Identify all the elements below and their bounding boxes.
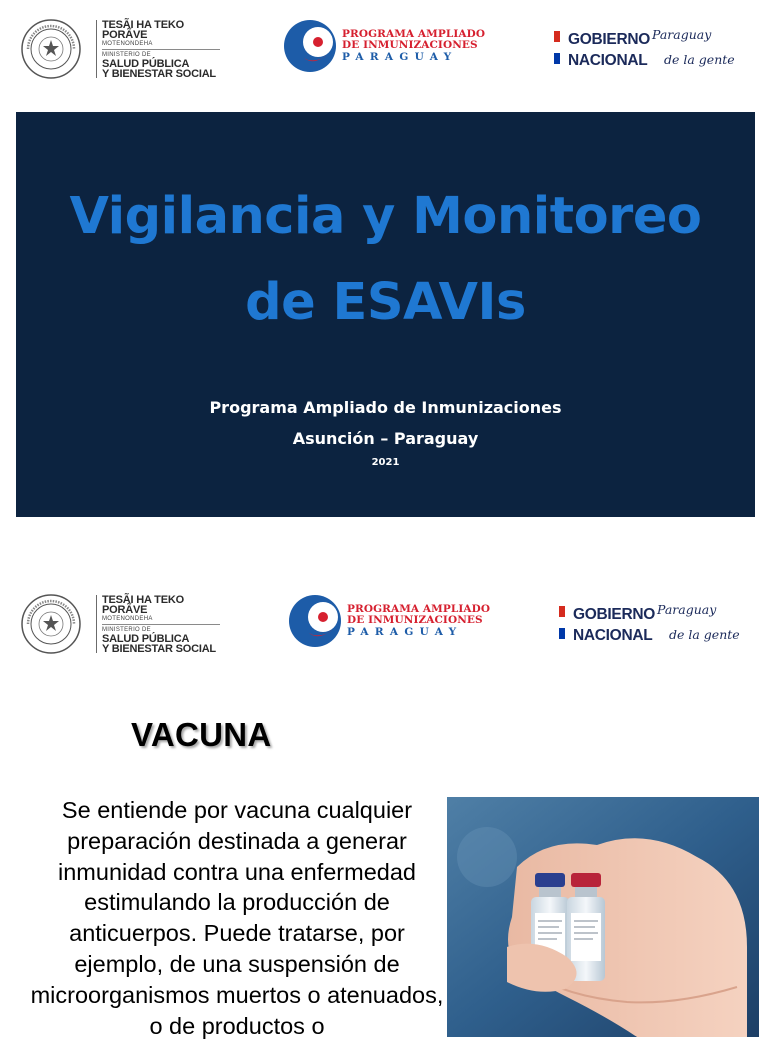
gobierno-text — [568, 29, 650, 71]
main-title — [16, 174, 755, 346]
gobierno-text — [573, 604, 655, 646]
vacuna-heading: VACUNA — [131, 716, 272, 753]
ministry-line6: Y BIENESTAR SOCIAL — [102, 643, 216, 655]
flag-icon — [554, 31, 560, 65]
year-label: 2021 — [371, 457, 400, 468]
ministry-line1: TESÃI HA TEKO — [102, 594, 184, 606]
pai-line1: PROGRAMA AMPLIADO — [347, 603, 491, 615]
main-title-line2: de ESAVIs — [245, 273, 526, 332]
pai-line2: DE INMUNIZACIONES — [347, 614, 483, 626]
ministry-line5: SALUD PÚBLICA — [102, 633, 190, 645]
pai-text — [347, 604, 490, 639]
gobierno-slogan — [652, 22, 735, 72]
ministry-line2: PORÃVE — [102, 29, 148, 41]
pai-mother-child-icon — [287, 593, 343, 649]
gobierno-logo — [552, 22, 742, 78]
ministry-logo — [20, 593, 220, 659]
pai-logo — [282, 18, 492, 78]
pai-text — [342, 29, 485, 64]
ministry-logo — [20, 18, 220, 84]
slogan-line1: Paraguay — [657, 602, 717, 617]
vaccine-vials-photo — [447, 797, 759, 1037]
logo-bar — [0, 575, 768, 665]
ministry-line2: PORÃVE — [102, 604, 148, 616]
pai-line3: PARAGUAY — [342, 51, 458, 63]
location-subtitle: Asunción – Paraguay — [292, 429, 479, 448]
pai-line1: PROGRAMA AMPLIADO — [342, 28, 486, 40]
ministry-line3: MOTENONDEHA — [102, 41, 153, 47]
ministry-line4: MINISTERIO DE — [102, 627, 151, 633]
ministry-text — [102, 20, 220, 79]
slogan-line2: de la gente — [664, 52, 735, 67]
title-panel — [16, 112, 755, 517]
gobierno-logo — [557, 597, 747, 653]
gobierno-line2: NACIONAL — [573, 627, 653, 644]
pai-line2: DE INMUNIZACIONES — [342, 39, 478, 51]
ministry-line6: Y BIENESTAR SOCIAL — [102, 68, 216, 80]
ministry-line4: MINISTERIO DE — [102, 52, 151, 58]
national-seal-icon — [20, 18, 82, 80]
gobierno-line2: NACIONAL — [568, 52, 648, 69]
ministry-divider — [96, 20, 97, 78]
slogan-line1: Paraguay — [652, 27, 712, 42]
pai-line3: PARAGUAY — [347, 626, 463, 638]
gobierno-line1: GOBIERNO — [573, 606, 655, 623]
main-title-line1: Vigilancia y Monitoreo — [69, 187, 702, 246]
ministry-line3: MOTENONDEHA — [102, 616, 153, 622]
ministry-rule — [102, 49, 220, 50]
gobierno-slogan — [657, 597, 740, 647]
logo-bar — [0, 0, 768, 90]
national-seal-icon — [20, 593, 82, 655]
ministry-line5: SALUD PÚBLICA — [102, 58, 190, 70]
gobierno-line1: GOBIERNO — [568, 31, 650, 48]
vacuna-slide — [0, 575, 768, 1039]
vacuna-definition: Se entiende por vacuna cualquier preparación destinada a generar inmunidad contra una enfermedad estimulando la producción de anticuerpos. Puede tratarse, por ejemplo, de una suspensión de microorganismos muertos o atenuados, o de productos o — [30, 797, 444, 1039]
ministry-text — [102, 595, 220, 654]
flag-icon — [559, 606, 565, 640]
pai-mother-child-icon — [282, 18, 338, 74]
pai-logo — [287, 593, 497, 653]
program-subtitle: Programa Ampliado de Inmunizaciones — [209, 398, 562, 417]
ministry-rule — [102, 624, 220, 625]
slogan-line2: de la gente — [669, 627, 740, 642]
ministry-line1: TESÃI HA TEKO — [102, 19, 184, 31]
ministry-divider — [96, 595, 97, 653]
